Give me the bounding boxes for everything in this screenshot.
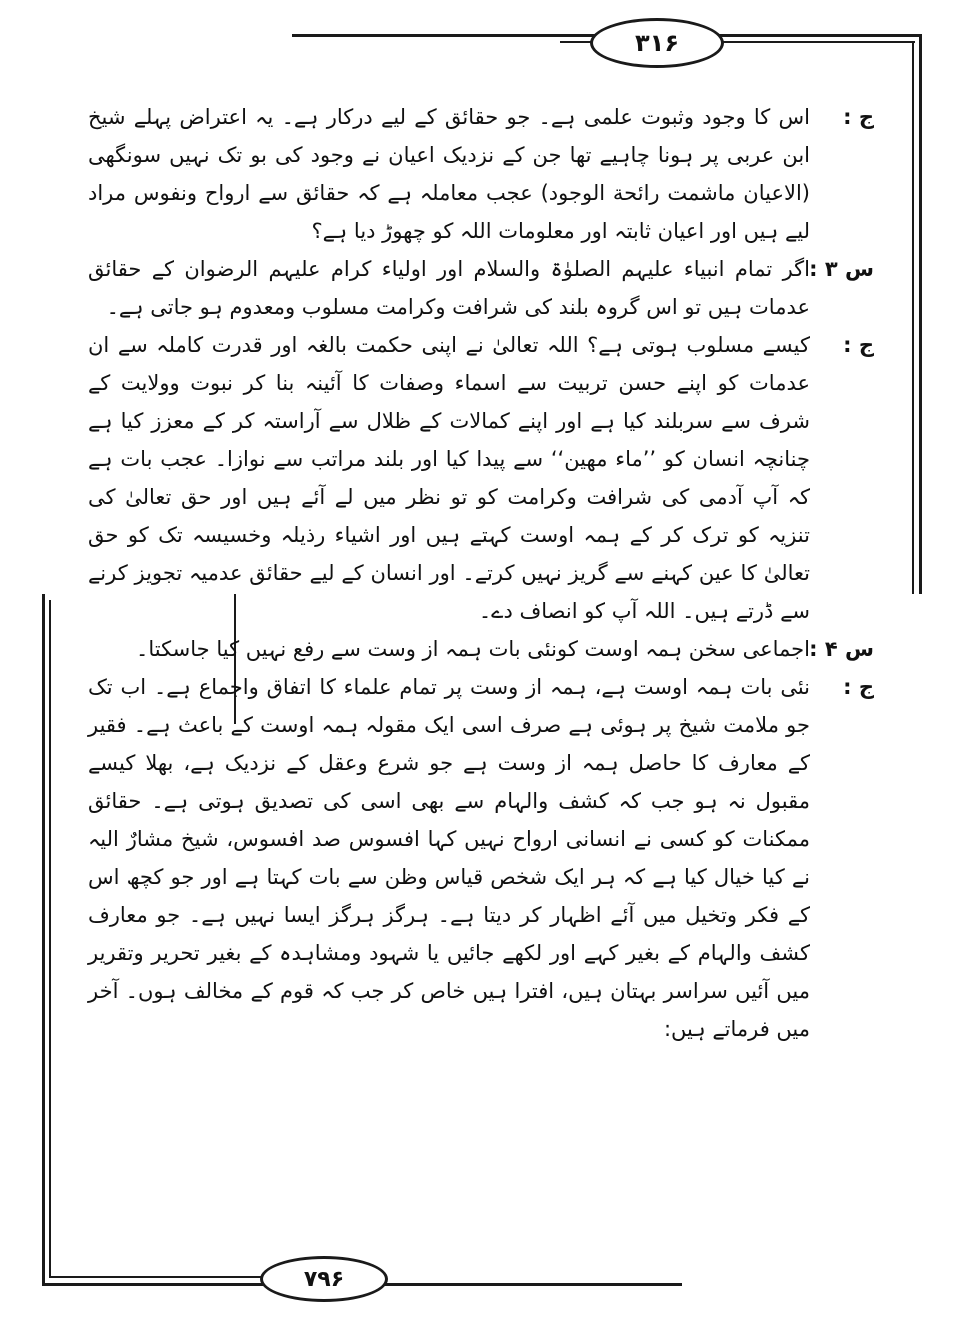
question-text: اجماعی سخن ہمہ اوست کونئی بات ہمہ از وست سے رفع نہیں کیا جاسکتا۔ <box>136 637 810 661</box>
answer-block-3 <box>88 326 874 630</box>
answer-text: اس کا وجود وثبوت علمی ہے۔ جو حقائق کے لیے درکار ہے۔ یہ اعتراض پہلے شیخ ابن عربی پر ہونا چاہیے تھا جن کے نزدیک اعیان نے وجود کی بو تک نہیں سونگھی (الاعیان ماشمت رائحة الوجود) عجب معاملہ ہے کہ حقائق سے ارواح ونفوس مراد لیے ہیں اور اعیان ثابتہ اور معلومات اللہ کو چھوڑ دیا ہے؟ <box>88 105 810 243</box>
answer-label: ج : <box>843 333 874 357</box>
answer-text: کیسے مسلوب ہوتی ہے؟ اللہ تعالیٰ نے اپنی حکمت بالغہ اور قدرت کاملہ سے ان عدمات کو اپنے حسن تربیت سے اسماء وصفات کا آئینہ بنا کر نبوت وولایت کے شرف سے سربلند کیا ہے اور اپنے کمالات کے ظلال سے آراستہ کر کے معزز کیا ہے چنانچہ انسان کو ’’ماء مھین‘‘ سے پیدا کیا اور بلند مراتب سے نوازا۔ عجب بات ہے کہ آپ آدمی کی شرافت وکرامت کو تو نظر میں لے آئے ہیں اور حق تعالیٰ کی تنزیہ کو ترک کر کے ہمہ اوست کہتے ہیں اور اشیاء رذیلہ وخسیسہ تک کو حق تعالیٰ کا عین کہنے سے گریز نہیں کرتے۔ اور انسان کے لیے حقائق عدمیہ تجویز کرنے سے ڈرتے ہیں۔ اللہ آپ کو انصاف دے۔ <box>88 333 810 623</box>
question-block-4 <box>88 630 874 668</box>
frame-right-line <box>919 34 922 594</box>
top-page-number: ۳۱۶ <box>590 18 724 68</box>
question-block-3 <box>88 250 874 326</box>
answer-label: ج : <box>843 105 874 129</box>
frame-left-line <box>42 594 45 1284</box>
answer-block-1 <box>88 98 874 250</box>
bottom-page-number: ۷۹۶ <box>260 1256 388 1302</box>
question-label: س ۳ : <box>809 257 874 281</box>
question-label: س ۴ : <box>809 637 874 661</box>
answer-block-4 <box>88 668 874 1048</box>
page-content <box>88 98 874 1048</box>
answer-label: ج : <box>843 675 874 699</box>
question-text: اگر تمام انبیاء علیہم الصلوٰۃ والسلام اور اولیاء کرام علیہم الرضوان کے حقائق عدمات ہیں تو اس گروہ بلند کی شرافت وکرامت مسلوب ومعدوم ہو جاتی ہے۔ <box>88 257 810 319</box>
answer-text: نئی بات ہمہ اوست ہے، ہمہ از وست پر تمام علماء کا اتفاق واجماع ہے۔ اب تک جو ملامت شیخ پر ہوئی ہے صرف اسی ایک مقولہ ہمہ اوست کے باعث ہے۔ فقیر کے معارف کا حاصل ہمہ از وست ہے جو شرع وعقل کے نزدیک ہے، بھلا کیسے مقبول نہ ہو جب کہ کشف والہام سے بھی اسی کی تصدیق ہوتی ہے۔ حقائق ممکنات کو کسی نے انسانی ارواح نہیں کہا افسوس صد افسوس، شیخ مشارٌ الیہ نے کیا خیال کیا ہے کہ ہر ایک شخص قیاس وظن سے بات کہتا ہے اور جو کچھ اس کے فکر وتخیل میں آئے اظہار کر دیتا ہے۔ ہرگز ہرگز ایسا نہیں ہے۔ جو معارف کشف والہام کے بغیر کہے اور لکھے جائیں یا شہود ومشاہدہ کے بغیر تحریر وتقریر میں آئیں سراسر بہتان ہیں، افترا ہیں خاص کر جب کہ قوم کے مخالف ہوں۔ آخر میں فرماتے ہیں: <box>88 675 810 1041</box>
frame-left-line-inner <box>49 600 51 1278</box>
frame-right-line-inner <box>912 41 914 594</box>
